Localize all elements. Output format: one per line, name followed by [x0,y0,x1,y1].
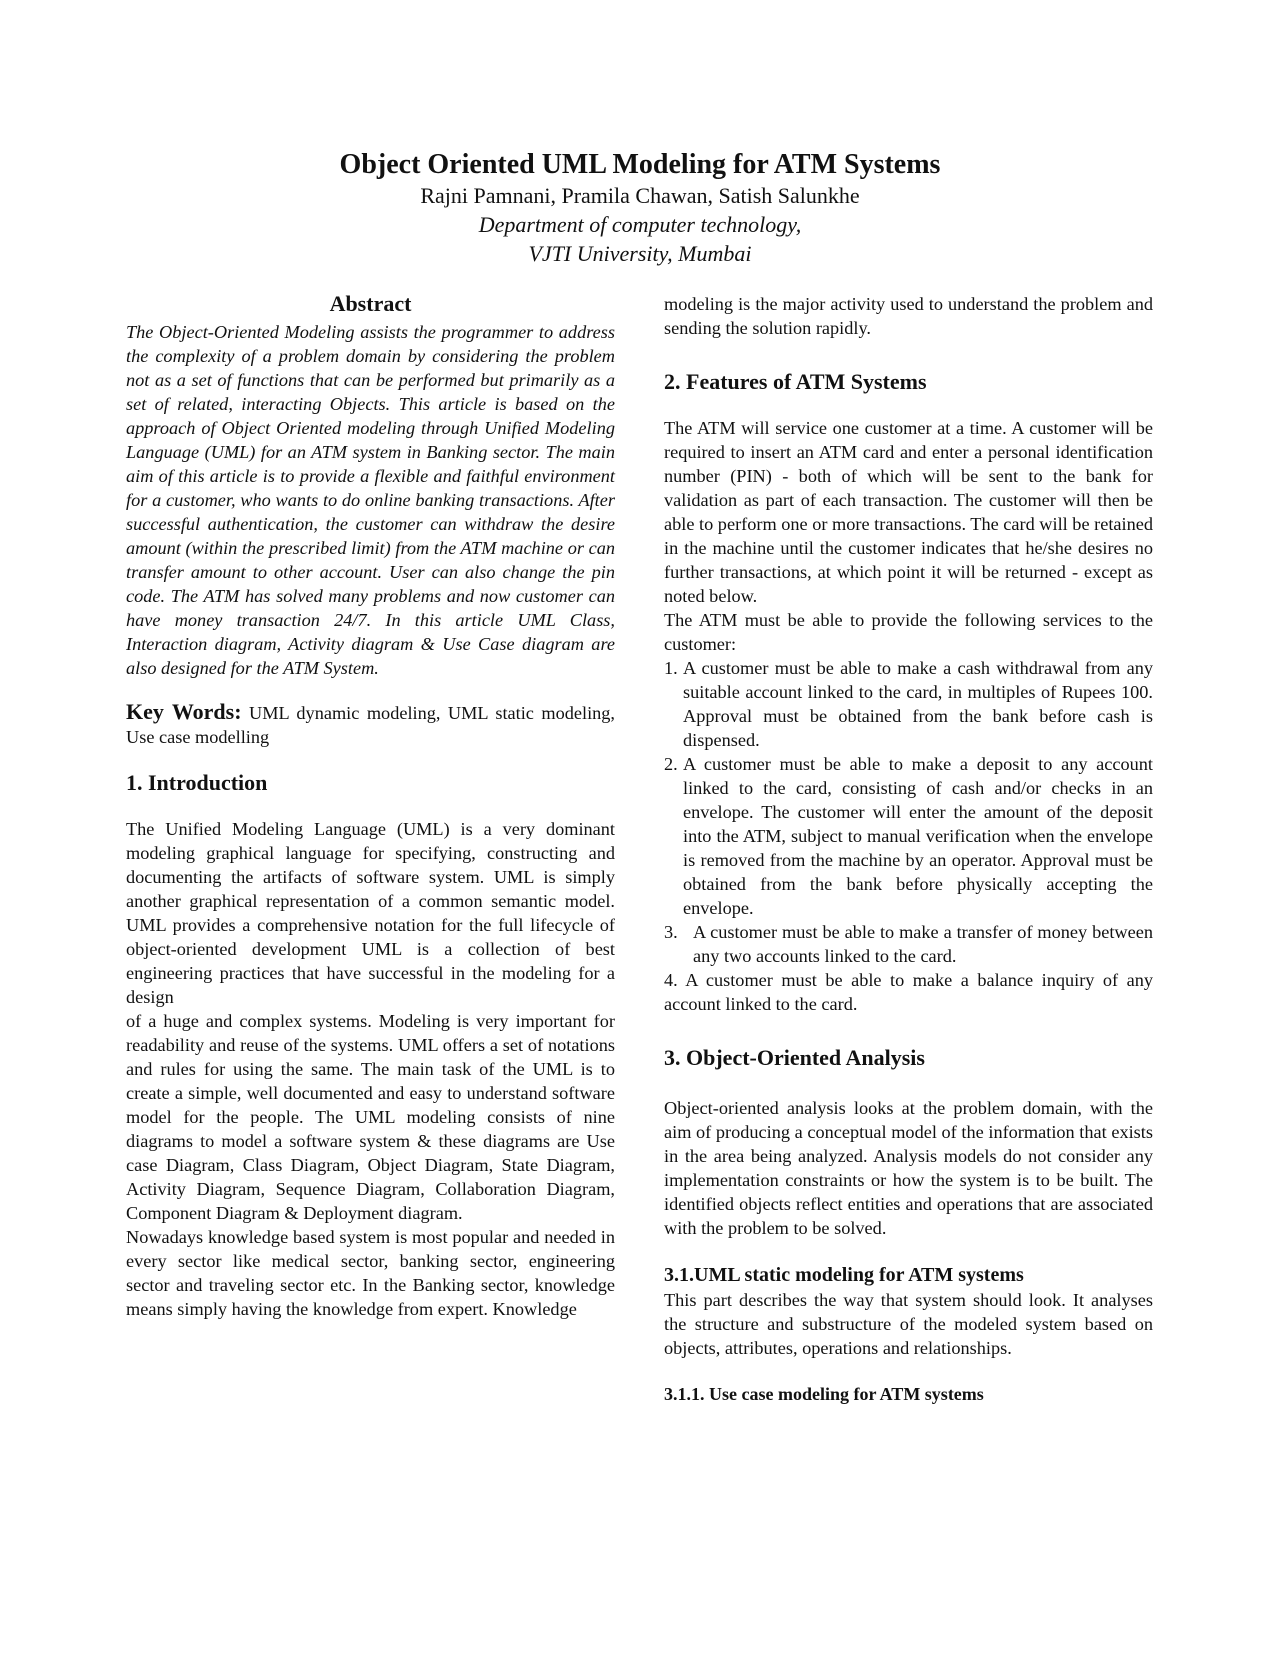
abstract-text: The Object-Oriented Modeling assists the programmer to address the complexity of a problem domain by considering the problem not as a set of functions that can be performed but primarily as a set of related, interacting Objects. This article is based on the approach of Object Oriented modeling through Unified Modeling Language (UML) for an ATM system in Banking sector. The main aim of this article is to provide a flexible and faithful environment for a customer, who wants to do online banking transactions. After successful authentication, the customer can withdraw the desire amount (within the prescribed limit) from the ATM machine or can transfer amount to other account. User can also change the pin code. The ATM has solved many problems and now customer can have money transaction 24/7. In this article UML Class, Interaction diagram, Activity diagram & Use Case diagram are also designed for the ATM System. [126,322,615,678]
intro-paragraph-3: Nowadays knowledge based system is most popular and needed in every sector like medical sector, banking sector, engineering sector and traveling sector etc. In the Banking sector, knowledge means simply having the knowledge from expert. Knowledge [126,1227,615,1319]
intro-paragraph-1: The Unified Modeling Language (UML) is a very dominant modeling graphical language for specifying, constructing and documenting the artifacts of software system. UML is simply another graphical representation of a common semantic model. UML provides a comprehensive notation for the full lifecycle of object-oriented development UML is a collection of best engineering practices that have successful in the modeling for a design [126,819,615,1007]
left-column [126,290,615,1321]
list-item-text: A customer must be able to make a balance inquiry of any account linked to the card. [664,970,1154,1014]
static-modeling-paragraph: This part describes the way that system should look. It analyses the structure and substructure of the modeled system based on objects, attributes, operations and relationships. [664,1290,1153,1358]
list-item-text: A customer must be able to make a cash withdrawal from any suitable account linked to the card, in multiples of Rupees 100. Approval must be obtained from the bank before cash is dispensed. [683,658,1153,750]
intro-continuation: modeling is the major activity used to understand the problem and sending the solution rapidly. [664,294,1153,338]
paper-header [0,148,1280,268]
intro-paragraph-2: of a huge and complex systems. Modeling is very important for readability and reuse of the systems. UML offers a set of notations and rules for using the same. The main task of the UML is to create a simple, well documented and easy to understand software model for the people. The UML modeling consists of nine diagrams to model a software system & these diagrams are Use case Diagram, Class Diagram, Object Diagram, State Diagram, Activity Diagram, Sequence Diagram, Collaboration Diagram, Component Diagram & Deployment diagram. [126,1011,615,1223]
features-paragraph-1: The ATM will service one customer at a time. A customer will be required to insert an ATM card and enter a personal identification number (PIN) - both of which will be sent to the bank for validation as part of each transaction. The customer will then be able to perform one or more transactions. The card will be retained in the machine until the customer indicates that he/she desires no further transactions, at which point it will be returned - except as noted below. [664,418,1154,606]
list-item [664,752,1153,920]
list-item-number: 3. [664,922,678,942]
section-heading-ooa: 3. Object-Oriented Analysis [664,1045,925,1070]
list-item-text: A customer must be able to make a deposit to any account linked to the card, consisting of cash and/or checks in an envelope. The customer will enter the amount of the deposit into the ATM, subject to manual verification when the envelope is removed from the machine by an operator. Approval must be obtained from the bank before physically accepting the envelope. [683,754,1153,918]
abstract-heading: Abstract [329,291,412,316]
section-heading-features: 2. Features of ATM Systems [664,369,927,394]
list-item-number: 1. [664,658,678,678]
right-column [664,292,1153,1406]
subsubsection-heading-use-case: 3.1.1. Use case modeling for ATM systems [664,1384,984,1404]
affiliation-line-1: Department of computer technology, [478,212,802,237]
list-item [664,968,1153,1016]
list-item [664,656,1153,752]
list-item-number: 4. [664,970,678,990]
features-paragraph-2: The ATM must be able to provide the following services to the customer: [664,610,1153,654]
services-list [664,656,1153,1016]
keywords [126,700,615,749]
ooa-paragraph: Object-oriented analysis looks at the problem domain, with the aim of producing a conceptual model of the information that exists in the area being analyzed. Analysis models do not consider any implementation constraints or how the system is to be built. The identified objects reflect entities and operations that are associated with the problem to be solved. [664,1098,1153,1238]
keywords-text: UML dynamic modeling, UML static modeling, Use case modelling [126,703,615,747]
list-item-text: A customer must be able to make a transfer of money between any two accounts linked to the card. [693,922,1153,966]
paper-title: Object Oriented UML Modeling for ATM Systems [339,149,941,180]
list-item-number: 2. [664,754,678,774]
section-heading-introduction: 1. Introduction [126,770,268,795]
subsection-heading-static-modeling: 3.1.UML static modeling for ATM systems [664,1264,1024,1286]
author-list: Rajni Pamnani, Pramila Chawan, Satish Salunkhe [420,183,860,208]
list-item [664,920,1153,968]
affiliation-line-2: VJTI University, Mumbai [528,241,752,266]
keywords-label: Key Words: [126,699,242,724]
